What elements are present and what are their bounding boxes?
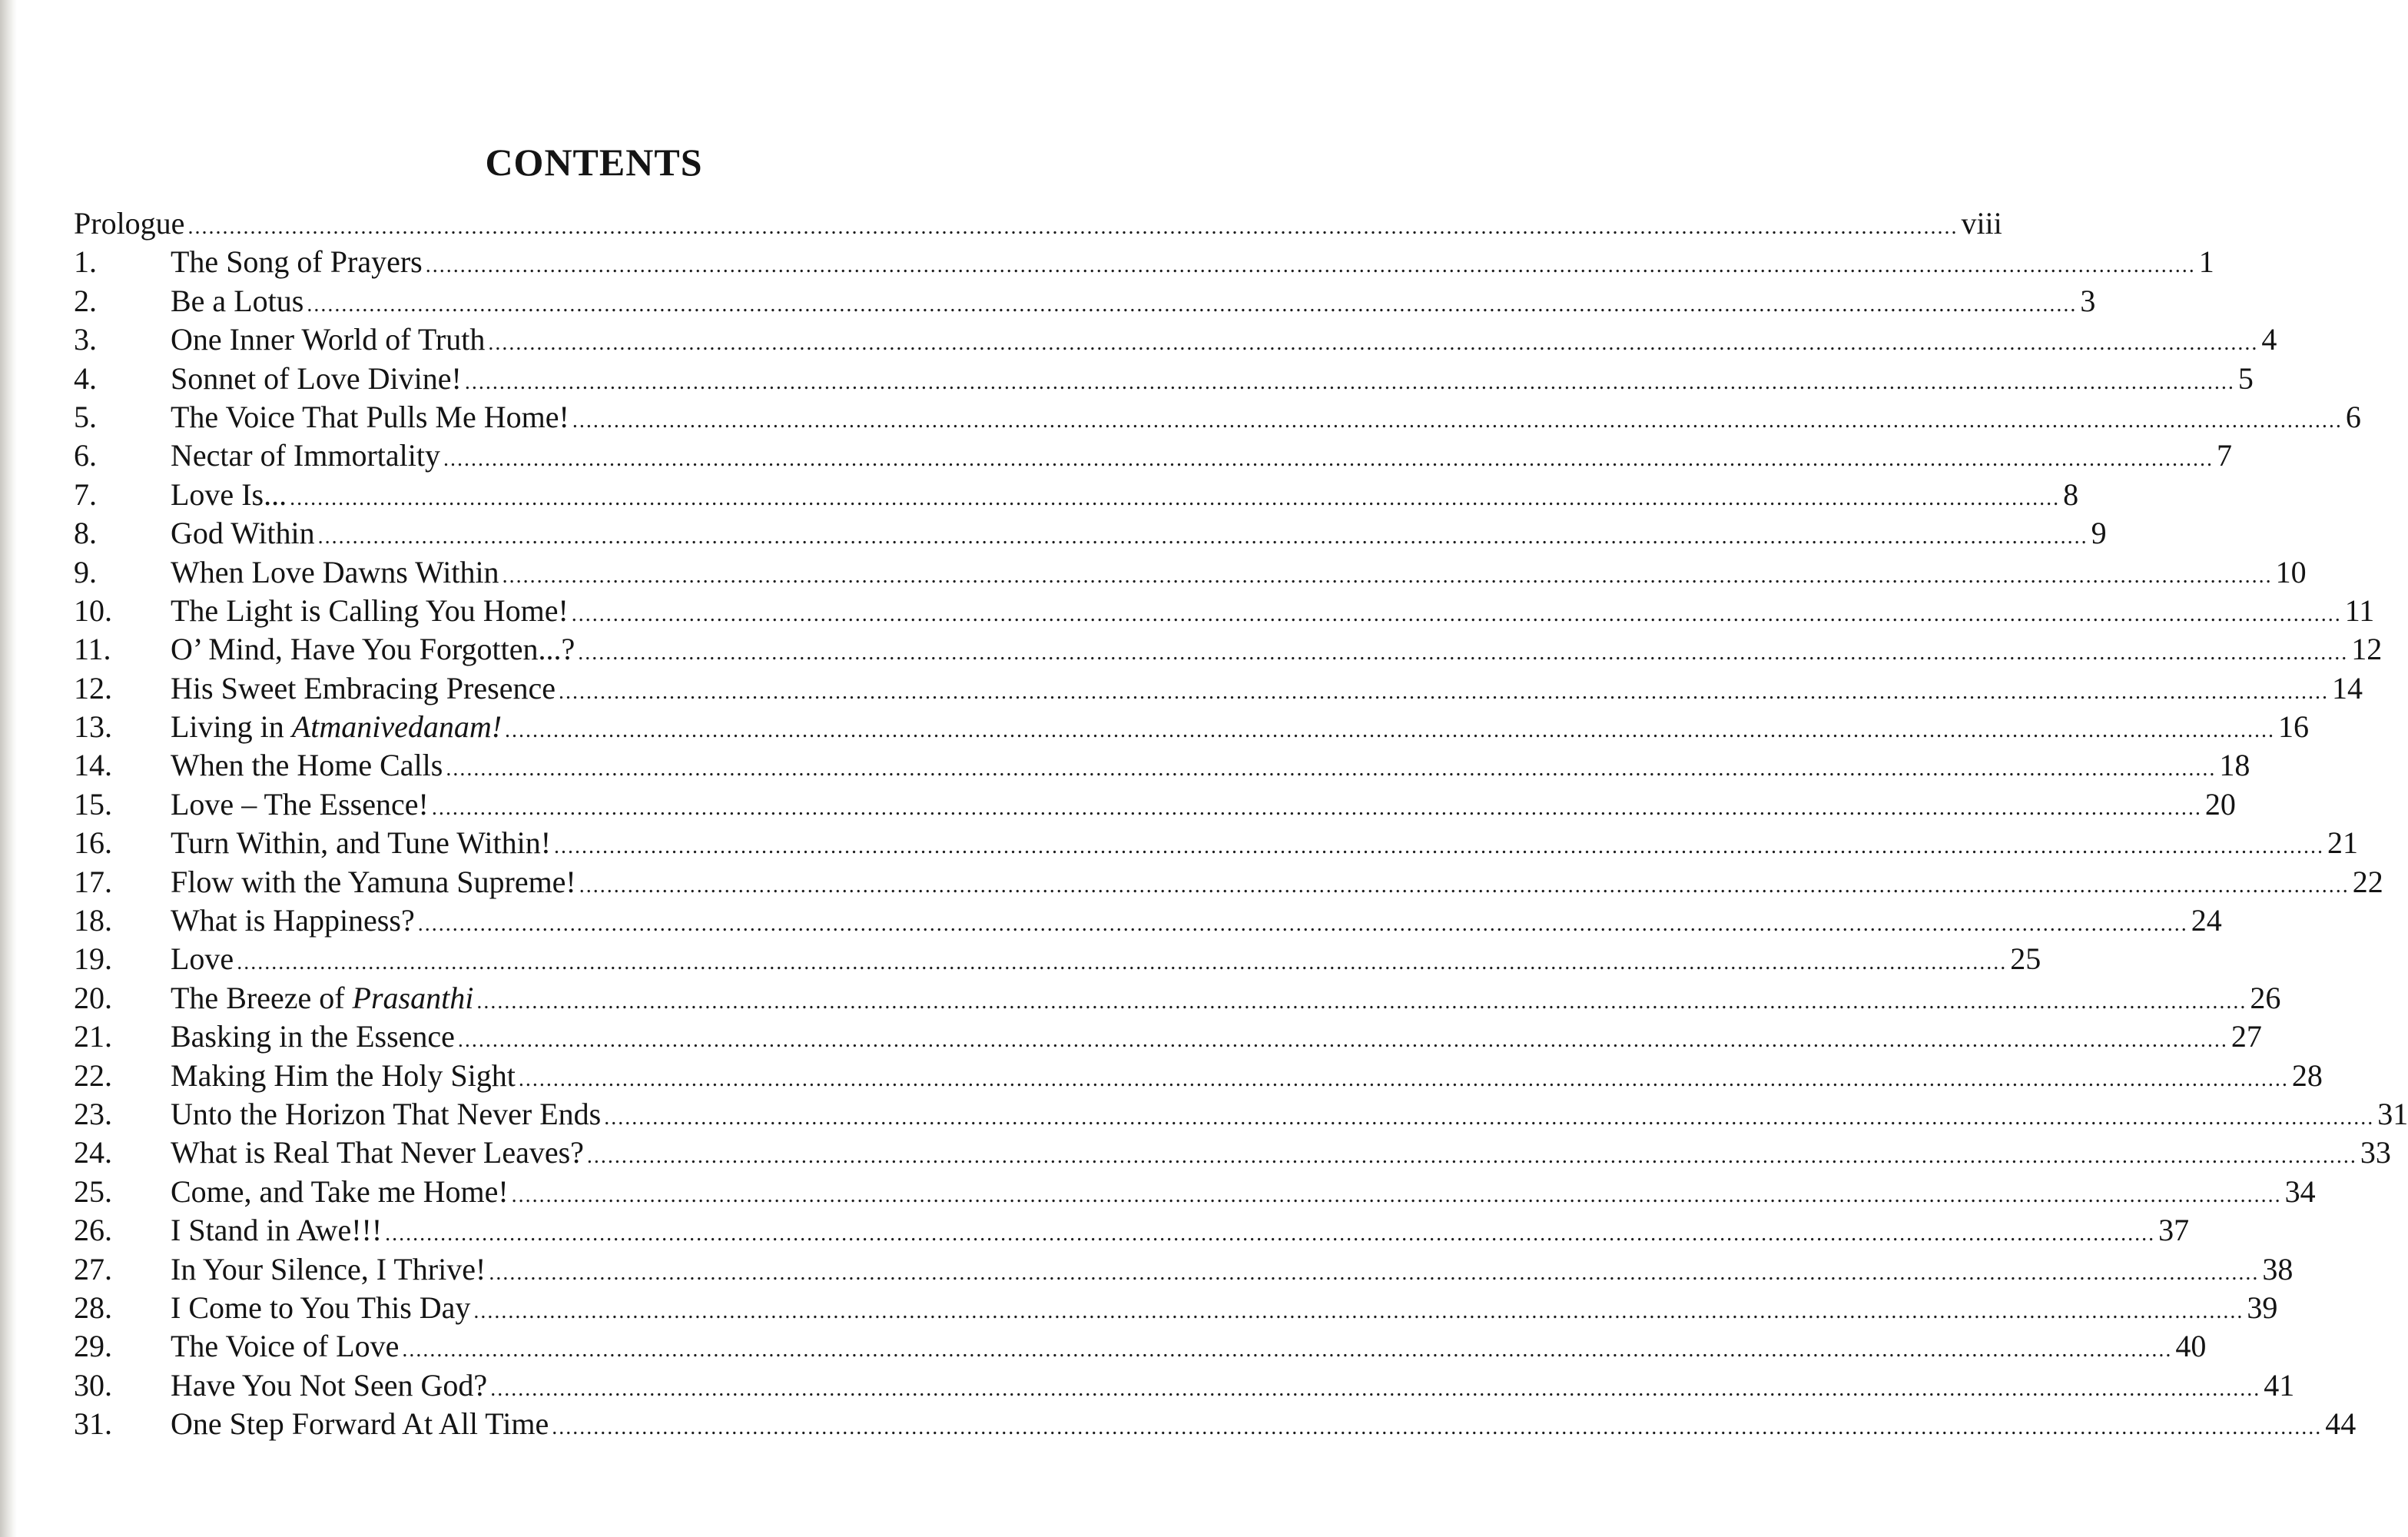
toc-entry-number: 18. (74, 903, 112, 938)
toc-entry-page: 20 (2204, 786, 2236, 822)
toc-entry-title-text: Sonnet of Love Divine! (171, 360, 462, 396)
toc-entry (74, 1327, 2207, 1366)
dot-leader: ................................................................................................................................................................................................................................................................ (488, 331, 2259, 356)
toc-entry (74, 746, 2250, 785)
toc-entry-page: 34 (2284, 1173, 2316, 1209)
dot-leader: ................................................................................................................................................................................................................................................................ (518, 1067, 2289, 1091)
dot-leader: ................................................................................................................................................................................................................................................................ (558, 679, 2329, 704)
toc-entry-number: 13. (74, 709, 112, 745)
toc-entry-title (171, 669, 556, 708)
dot-leader: ................................................................................................................................................................................................................................................................ (290, 486, 2061, 510)
toc-entry-title-text: Basking in the Essence (171, 1019, 455, 1054)
toc-entry (74, 243, 2214, 281)
toc-entry-number: 15. (74, 786, 112, 822)
toc-entry-page: 40 (2175, 1329, 2207, 1364)
dot-leader: ................................................................................................................................................................................................................................................................ (572, 408, 2343, 433)
toc-entry (74, 1134, 2391, 1172)
dot-leader: ................................................................................................................................................................................................................................................................ (578, 641, 2349, 666)
toc-entry-title-text: Making Him the Holy Sight (171, 1057, 516, 1093)
toc-entry-number: 6. (74, 438, 97, 473)
toc-entry (74, 1250, 2294, 1289)
toc-entry-number: 31. (74, 1406, 112, 1442)
toc-entry-title (171, 785, 429, 824)
toc-entry-title-text: The Breeze of (171, 980, 353, 1015)
toc-entry-title-italic: Prasanthi (352, 980, 474, 1015)
toc-entry-page: 44 (2325, 1406, 2357, 1442)
dot-leader: ................................................................................................................................................................................................................................................................ (476, 989, 2247, 1014)
toc-entry (74, 592, 2375, 630)
toc-entry-title-text: I Come to You This Day (171, 1290, 471, 1325)
toc-entry-page: 38 (2262, 1251, 2294, 1286)
toc-entry-title (171, 282, 303, 320)
toc-entry (74, 1017, 2262, 1056)
toc-entry-title-text: One Inner World of Truth (171, 322, 486, 357)
toc-entry (74, 476, 2079, 514)
toc-entry (74, 1057, 2323, 1095)
toc-entry-title-text: Love (171, 941, 234, 977)
toc-entry-title (171, 708, 502, 746)
toc-entry-page: 18 (2219, 748, 2250, 783)
table-of-contents (74, 204, 2408, 1444)
toc-entry (74, 360, 2254, 398)
toc-entry-page: 26 (2250, 980, 2281, 1015)
toc-entry-title (171, 1289, 470, 1327)
dot-leader: ................................................................................................................................................................................................................................................................ (385, 1222, 2156, 1247)
toc-entry-title-text: Nectar of Immortality (171, 438, 440, 473)
toc-entry-title (171, 1057, 516, 1095)
dot-leader: ................................................................................................................................................................................................................................................................ (317, 525, 2088, 549)
toc-entry-title (171, 863, 576, 901)
dot-leader: ................................................................................................................................................................................................................................................................ (417, 912, 2188, 937)
toc-entry (74, 940, 2041, 978)
toc-entry-title-text: The Voice That Pulls Me Home! (171, 399, 569, 434)
toc-entry-title (171, 437, 440, 475)
toc-entry-title-text: The Voice of Love (171, 1329, 400, 1364)
dot-leader: ................................................................................................................................................................................................................................................................ (511, 1183, 2282, 1207)
dot-leader: ................................................................................................................................................................................................................................................................ (579, 873, 2350, 898)
page-edge-shadow (0, 0, 17, 1537)
toc-entry-page: 21 (2327, 825, 2359, 861)
toc-entry (74, 1289, 2278, 1327)
toc-entry-title (171, 592, 569, 630)
toc-entry-number: 2. (74, 283, 97, 318)
toc-entry-title (171, 746, 443, 785)
toc-entry-number: 23. (74, 1096, 112, 1131)
toc-entry (74, 282, 2096, 320)
toc-entry-title (171, 398, 569, 437)
toc-entry-title-text: His Sweet Embracing Presence (171, 670, 556, 705)
dot-leader: ................................................................................................................................................................................................................................................................ (505, 719, 2276, 743)
toc-entry-number: 26. (74, 1213, 112, 1248)
toc-entry-page: 27 (2231, 1019, 2262, 1054)
toc-entry-title (171, 243, 423, 281)
toc-entry-title (171, 1095, 601, 1134)
toc-entry-page: 28 (2291, 1057, 2323, 1093)
toc-entry-title-text: Have You Not Seen God? (171, 1367, 488, 1403)
toc-entry-title-text: Flow with the Yamuna Supreme! (171, 864, 576, 899)
toc-entry-title (171, 1405, 549, 1443)
toc-entry-title (171, 1134, 584, 1172)
toc-entry-page: 12 (2351, 632, 2383, 667)
toc-entry-title-text: Come, and Take me Home! (171, 1173, 509, 1209)
toc-entry-number: 9. (74, 554, 97, 589)
toc-entry-number: 27. (74, 1251, 112, 1286)
dot-leader: ................................................................................................................................................................................................................................................................ (464, 370, 2235, 394)
toc-entry (74, 320, 2277, 359)
dot-leader: ................................................................................................................................................................................................................................................................ (402, 1338, 2173, 1363)
toc-entry-title: Prologue (74, 206, 185, 241)
toc-entry-number: 22. (74, 1057, 112, 1093)
toc-entry-title-text: Unto the Horizon That Never Ends (171, 1096, 602, 1131)
toc-entry-title (171, 1017, 455, 1056)
toc-entry (74, 785, 2236, 824)
toc-entry-page: 16 (2278, 709, 2310, 745)
toc-entry (74, 630, 2383, 669)
toc-entry-page: 25 (2010, 941, 2041, 977)
toc-entry-title-text: Be a Lotus (171, 283, 304, 318)
toc-entry-page: 14 (2331, 670, 2363, 705)
toc-entry (74, 863, 2383, 901)
toc-entry-title (171, 1250, 486, 1289)
toc-entry-title (171, 940, 234, 978)
dot-leader: ................................................................................................................................................................................................................................................................ (431, 795, 2202, 820)
toc-entry-number: 10. (74, 593, 112, 628)
toc-entry (74, 398, 2361, 437)
toc-entry-page: 11 (2344, 593, 2375, 628)
toc-entry (74, 1095, 2408, 1134)
toc-entry-title-text: When the Home Calls (171, 748, 443, 783)
toc-entry (74, 708, 2310, 746)
toc-entry-number: 11. (74, 632, 111, 667)
toc-entry (74, 1405, 2357, 1443)
toc-entry (74, 1366, 2295, 1405)
toc-entry (74, 669, 2363, 708)
toc-entry-number: 7. (74, 476, 97, 512)
toc-entry-page: 1 (2198, 244, 2214, 280)
toc-entry-title (171, 630, 575, 669)
dot-leader: ................................................................................................................................................................................................................................................................ (604, 1105, 2375, 1130)
dot-leader: ................................................................................................................................................................................................................................................................ (586, 1144, 2357, 1169)
toc-entry-number: 5. (74, 399, 97, 434)
toc-entry (74, 553, 2307, 592)
toc-entry-number: 21. (74, 1019, 112, 1054)
toc-entry-list (74, 243, 2408, 1443)
toc-entry (74, 824, 2359, 862)
dot-leader: ................................................................................................................................................................................................................................................................ (307, 292, 2078, 317)
toc-entry-page: 33 (2360, 1135, 2391, 1170)
toc-entry-title-text: Love Is... (171, 476, 287, 512)
toc-entry (74, 1173, 2316, 1211)
toc-entry-number: 28. (74, 1290, 112, 1325)
toc-entry-page: 4 (2261, 322, 2277, 357)
toc-entry (74, 514, 2107, 553)
dot-leader: ................................................................................................................................................................................................................................................................ (446, 757, 2217, 782)
toc-entry-page: 37 (2158, 1213, 2190, 1248)
toc-entry-title (171, 1327, 399, 1366)
toc-entry (74, 901, 2222, 940)
toc-entry-title (171, 514, 315, 553)
toc-entry (74, 979, 2281, 1017)
dot-leader: ................................................................................................................................................................................................................................................................ (552, 1416, 2323, 1440)
toc-entry-number: 30. (74, 1367, 112, 1403)
toc-entry-page: 6 (2345, 399, 2361, 434)
toc-entry-page: 8 (2063, 476, 2079, 512)
dot-leader: ................................................................................................................................................................................................................................................................ (473, 1299, 2244, 1323)
toc-entry-number: 12. (74, 670, 112, 705)
toc-entry-title (171, 901, 415, 940)
toc-entry-number: 14. (74, 748, 112, 783)
toc-entry-number: 25. (74, 1173, 112, 1209)
toc-entry-number: 20. (74, 980, 112, 1015)
toc-entry-title-text: God Within (171, 516, 315, 551)
toc-entry-number: 8. (74, 516, 97, 551)
dot-leader: ................................................................................................................................................................................................................................................................ (457, 1028, 2228, 1053)
dot-leader: ................................................................................................................................................................................................................................................................ (554, 835, 2325, 859)
toc-entry-page: 31 (2377, 1096, 2408, 1131)
toc-entry-title (171, 1366, 487, 1405)
toc-entry-title-text: Love – The Essence! (171, 786, 429, 822)
dot-leader: ................................................................................................................................................................................................................................................................ (425, 254, 2196, 278)
page-title: CONTENTS (485, 141, 703, 184)
toc-entry-number: 29. (74, 1329, 112, 1364)
toc-entry-page: viii (1961, 206, 2002, 241)
toc-entry-page: 39 (2247, 1290, 2278, 1325)
toc-entry-title-text: When Love Dawns Within (171, 554, 499, 589)
toc-entry-number: 17. (74, 864, 112, 899)
dot-leader: ................................................................................................................................................................................................................................................................ (502, 563, 2273, 588)
toc-entry-title-text: The Song of Prayers (171, 244, 423, 280)
toc-entry-number: 16. (74, 825, 112, 861)
toc-entry-title-text: O’ Mind, Have You Forgotten...? (171, 632, 575, 667)
toc-entry-title-italic: Atmanivedanam! (291, 709, 502, 745)
toc-entry-number: 4. (74, 360, 97, 396)
toc-entry-title-text: Turn Within, and Tune Within! (171, 825, 552, 861)
toc-entry-title-text: One Step Forward At All Time (171, 1406, 549, 1442)
toc-entry (74, 1211, 2190, 1250)
toc-entry-title (171, 1211, 382, 1250)
toc-entry-page: 3 (2080, 283, 2096, 318)
dot-leader: ................................................................................................................................................................................................................................................................ (490, 1376, 2261, 1401)
toc-entry-page: 7 (2216, 438, 2232, 473)
toc-entry-title-text: I Stand in Awe!!! (171, 1213, 383, 1248)
dot-leader: ................................................................................................................................................................................................................................................................ (187, 215, 1959, 239)
toc-entry-title-text: In Your Silence, I Thrive! (171, 1251, 486, 1286)
toc-entry-title-text: The Light is Calling You Home! (171, 593, 569, 628)
toc-entry-title (171, 1173, 509, 1211)
toc-entry-title (171, 320, 485, 359)
toc-entry-title-text: Living in (171, 709, 292, 745)
toc-entry-number: 19. (74, 941, 112, 977)
toc-entry-title (171, 824, 551, 862)
toc-entry-title (171, 360, 462, 398)
toc-entry (74, 437, 2232, 475)
toc-entry-page: 10 (2275, 554, 2307, 589)
toc-entry-number: 1. (74, 244, 97, 280)
toc-entry-page: 41 (2264, 1367, 2295, 1403)
toc-entry-page: 22 (2352, 864, 2383, 899)
toc-entry-title (171, 553, 499, 592)
toc-entry-prologue (65, 204, 2002, 243)
toc-entry-title (171, 476, 287, 514)
dot-leader: ................................................................................................................................................................................................................................................................ (571, 602, 2342, 626)
toc-entry-page: 9 (2091, 516, 2107, 551)
dot-leader: ................................................................................................................................................................................................................................................................ (489, 1260, 2260, 1285)
toc-entry-title (171, 979, 473, 1017)
toc-entry-page: 24 (2191, 903, 2222, 938)
toc-entry-title-text: What is Happiness? (171, 903, 415, 938)
dot-leader: ................................................................................................................................................................................................................................................................ (443, 447, 2214, 472)
toc-entry-number: 3. (74, 322, 97, 357)
toc-entry-title-text: What is Real That Never Leaves? (171, 1135, 584, 1170)
dot-leader: ................................................................................................................................................................................................................................................................ (237, 951, 2008, 975)
toc-entry-page: 5 (2237, 360, 2254, 396)
toc-entry-number: 24. (74, 1135, 112, 1170)
